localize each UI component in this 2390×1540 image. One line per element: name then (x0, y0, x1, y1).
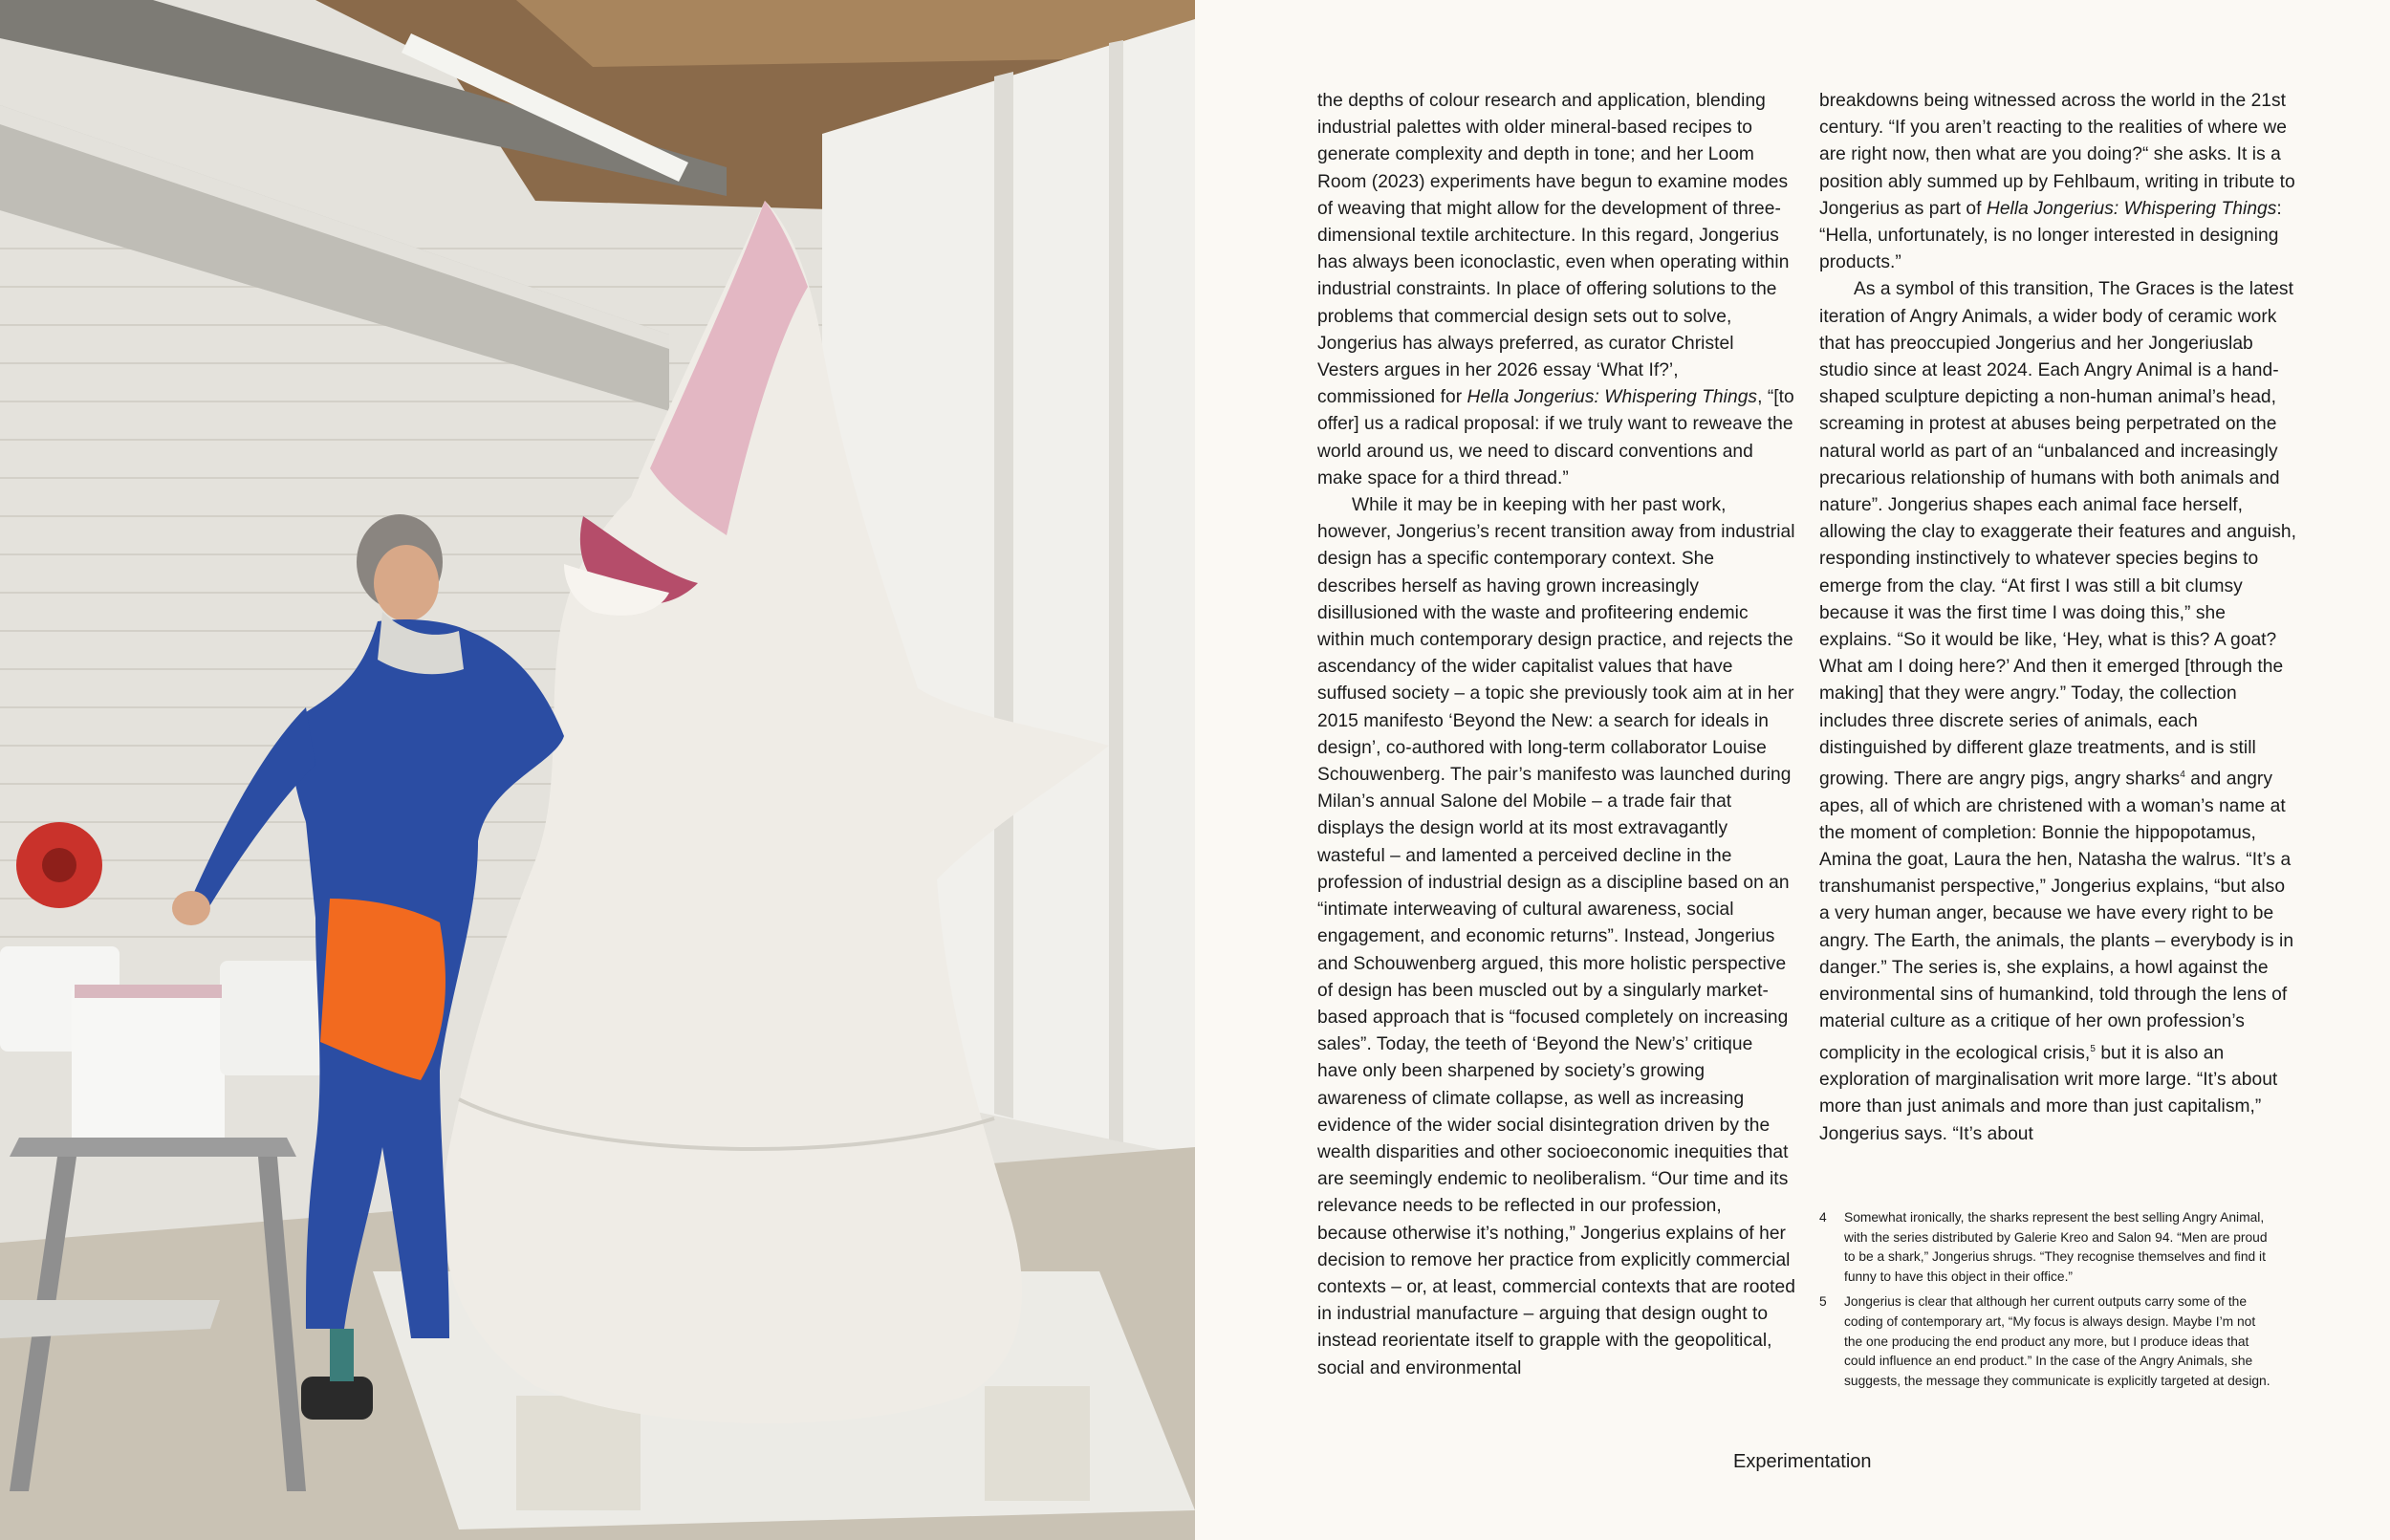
paragraph: As a symbol of this transition, The Graces is the latest iteration of Angry Animals, a wider body of ceramic work that has preoccupied Jongerius and her Jongeriuslab studio since at least 2024. Each Angry Animal is a hand-shaped sculpture depicting a non-human animal’s head, screaming in protest at abuses being perpetrated on the natural world as part of an “unbalanced and increasingly precarious relationship of humans with both animals and nature”. Jongerius shapes each animal face herself, allowing the clay to exaggerate their features and anguish, responding instinctively to whatever species begins to emerge from the clay. “At first I was still a bit clumsy because it was the first time I was doing this,” she explains. “So it would be like, ‘Hey, what is this? A goat? What am I doing here?’ And then it emerged [through the making] that they were angry.” Today, the collection includes three discrete series of animals, each distinguished by different glaze treatments, and is still growing. There are angry pigs, angry sharks$^4$ and angry apes, all of which are christened with a woman’s name at the moment of completion: Bonnie the hippopotamus, Amina the goat, Laura the hen, Natasha the walrus. “It’s a transhumanist perspective,” Jongerius explains, “but also a very human anger, because we have every right to be angry. The Earth, the animals, the plants – everybody is in danger.” The series is, she explains, a howl against the environmental sins of humankind, told through the lens of material culture as a critique of her own profession’s complicity in the ecological crisis,$^5$ but it is also an exploration of marginalisation writ more large. “It’s about more than just animals and more than just capitalism,” Jongerius says. “It’s about (1819, 279, 2296, 1144)
paragraph: the depths of colour research and application, blending industrial palettes with older mineral-based recipes to generate complexity and depth in tone; and her Loom Room (2023) experiments have begun to examine modes of weaving that might allow for the development of three-dimensional textile architecture. In this regard, Jongerius has always been iconoclastic, even when operating within industrial constraints. In place of offering solutions to the problems that commercial design sets out to solve, Jongerius has always preferred, as curator Christel Vesters argues in her 2026 essay ‘What If?’, commissioned for Hella Jongerius: Whispering Things, “[to offer] us a radical proposal: if we truly want to reweave the world around us, we need to discard conventions and make space for a third thread.” (1317, 91, 1794, 488)
running-footer: Experimentation (1733, 1451, 1872, 1472)
footnote-number: 5 (1819, 1294, 1827, 1310)
paragraph: While it may be in keeping with her past work, however, Jongerius’s recent transition away from industrial design has a specific contemporary context. She describes herself as having grown increasingly disillusioned with the waste and profiteering endemic within much contemporary design practice, and rejects the ascendancy of the wider capitalist values that have suffused society – a topic she previously took aim at in her 2015 manifesto ‘Beyond the New: a search for ideals in design’, co-authored with long-term collaborator Louise Schouwenberg. The pair’s manifesto was launched during Milan’s annual Salone del Mobile – a trade fair that displays the design world at its most extravagantly wasteful – and lamented a perceived decline in the profession of industrial design as a discipline based on an “intimate interweaving of cultural awareness, social engagement, and economic returns”. Instead, Jongerius and Schouwenberg argued, this more holistic perspective of design has been muscled out by a singularly market-based approach that is “focused completely on increasing sales”. Today, the teeth of ‘Beyond the New’s’ critique have only been sharpened by society’s growing awareness of climate collapse, as well as increasing evidence of the wider social disintegration driven by the wealth disparities and other socioeconomic inequities that are seemingly endemic to neoliberalism. “Our time and its relevance needs to be reflected in our profession, because otherwise it’s nothing,” Jongerius explains of her decision to remove her practice from explicitly commercial contexts – or, at least, commercial contexts that are rooted in industrial manufacture – arguing that design ought to instead reorientate itself to grapple with the geopolitical, social and environmental (1317, 495, 1795, 1378)
footnote-ref: 5 (2090, 1043, 2096, 1054)
body-column-left (1317, 88, 1795, 1382)
paragraph: breakdowns being witnessed across the world in the 21st century. “If you aren’t reacting to the realities of where we are right now, then what are you doing?“ she asks. It is a position ably summed up by Fehlbaum, writing in tribute to Jongerius as part of Hella Jongerius: Whispering Things: “Hella, unfortunately, is no longer interested in designing products.” (1819, 91, 2295, 273)
footnote-ref: 4 (2180, 770, 2185, 781)
footnote-number: 4 (1819, 1210, 1827, 1225)
body-column-right (1819, 88, 2297, 1148)
footnote-text: Somewhat ironically, the sharks represent the best selling Angry Animal, with the series distributed by Galerie Kreo and Salon 94. “Men are proud to be a shark,” Jongerius shrugs. “They recognise themselves and find it funny to have this object in their office.” (1844, 1210, 2268, 1284)
footnote (1819, 1292, 2273, 1391)
footnote-text: Jongerius is clear that although her current outputs carry some of the coding of contemporary art, “My focus is always design. Maybe I’m not the one producing the end product any more, but I produce ideas that could influence an end product.” In the case of the Angry Animals, she suggests, the message they communicate is explicitly targeted at design. (1844, 1294, 2270, 1388)
footnote (1819, 1208, 2273, 1287)
footnotes (1819, 1208, 2273, 1397)
